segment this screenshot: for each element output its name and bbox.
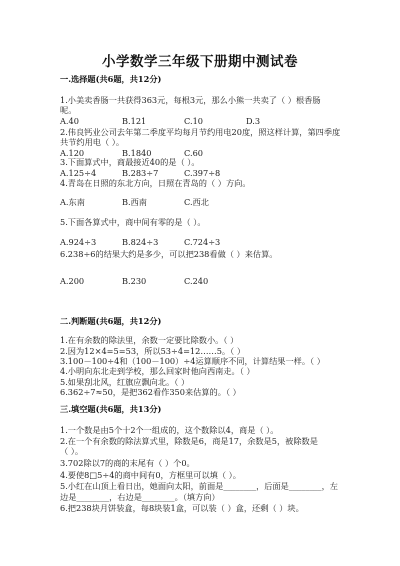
option: C.西北 — [184, 197, 209, 207]
question-text: 4.小明向东北走到学校，那么回家时他向西南走。（ ） — [60, 366, 255, 376]
option-row — [60, 197, 360, 209]
question-text: 1.小美卖香肠一共获得363元，每根3元，那么小熊一共卖了（ ）根香肠 — [60, 95, 321, 105]
question-text: 共节约用电（ ）。 — [60, 137, 125, 147]
option: A.东南 — [60, 197, 85, 207]
question-text: 6.把238块月饼装盒，每8块装1盒，可以装（ ）盒，还剩（ ）块。 — [60, 503, 304, 513]
question-text: 1.一个数是由5个十2个一组成的，这个数除以4，商是（ ）。 — [60, 425, 279, 435]
question-text: 呢。 — [60, 105, 77, 115]
option: C.60 — [184, 148, 203, 158]
question-text: 2.在一个有余数的除法算式里，除数是6，商是17，余数是5，被除数是 — [60, 436, 318, 446]
question-text: 3.100－100÷4和（100－100）÷4运算顺序不同，计算结果一样。（ ） — [60, 356, 325, 366]
option: B.1840 — [122, 148, 152, 158]
option: A.200 — [60, 276, 85, 286]
option: A.924÷3 — [60, 237, 97, 247]
question-text: 5.如果刮北风，红旗应飘向北。（ ） — [60, 377, 190, 387]
option-row — [60, 237, 360, 249]
question-text: 6.238÷6的结果大约是多少，可以把238看做（ ）来估算。 — [60, 249, 278, 259]
option: C.397÷8 — [184, 168, 221, 178]
question-text: 6.362÷7≈50，是把362看作350来估算的。（ ） — [60, 387, 241, 397]
option: B.283÷7 — [122, 168, 159, 178]
option-row — [60, 276, 360, 288]
question-text: 2.伟良钙业公司去年第二季度平均每月节约用电20度，照这样计算，第四季度 — [60, 127, 341, 137]
section-header-fill-blank: 三.填空题(共6题，共13分) — [60, 404, 162, 414]
question-text: 5.下面各算式中，商中间有零的是（ ）。 — [60, 217, 206, 227]
option: B.121 — [122, 116, 147, 126]
option: A.40 — [60, 116, 79, 126]
option: B.824÷3 — [122, 237, 159, 247]
option: C.10 — [184, 116, 203, 126]
section-header-choice: 一.选择题(共6题，共12分) — [60, 74, 162, 84]
question-text: 4.青岛在日照的东北方向，日照在青岛的（ ）方向。 — [60, 178, 251, 188]
option: C.240 — [184, 276, 209, 286]
question-text: 1.在有余数的除法里，余数一定要比除数小。（ ） — [60, 335, 239, 345]
page-title: 小学数学三年级下册期中测试卷 — [102, 54, 298, 70]
option: D.3 — [246, 116, 261, 126]
question-text: 4.要使8□5÷4的商中间有0，方框里可以填（ ）。 — [60, 470, 241, 480]
question-text: 边是________，右边是________。（填方向） — [60, 492, 220, 502]
option: B.230 — [122, 276, 147, 286]
question-text: （ ）。 — [60, 446, 84, 456]
option: C.724÷3 — [184, 237, 221, 247]
question-text: 5.小红在山顶上看日出，她面向太阳，前面是________，后面是________，左 — [60, 481, 338, 491]
question-text: 2.因为12×4=5=53，所以53÷4=12……5。（ ） — [60, 346, 246, 356]
question-text: 3.702除以7的商的末尾有（ ）个0。 — [60, 458, 195, 468]
question-text: 3.下面算式中，商最接近40的是（ ）。 — [60, 157, 200, 167]
option: A.120 — [60, 148, 85, 158]
section-header-judgment: 二.判断题(共6题，共12分) — [60, 316, 162, 326]
option: B.西南 — [122, 197, 147, 207]
option: A.125÷4 — [60, 168, 97, 178]
